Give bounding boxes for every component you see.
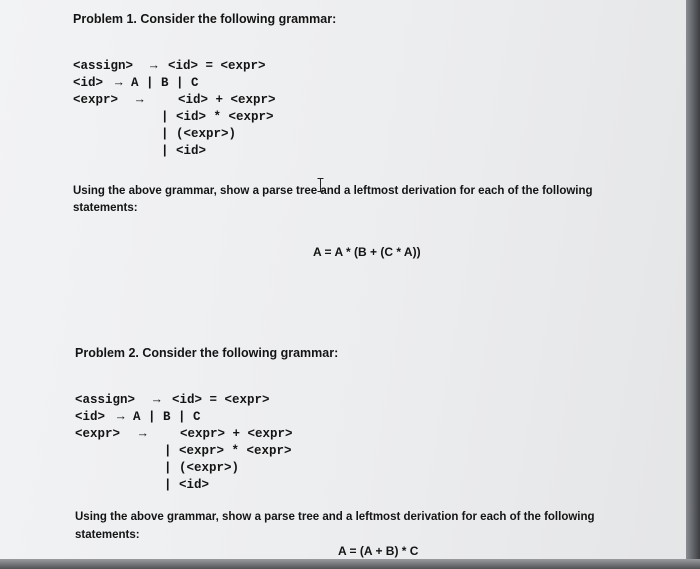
p2-assign-arrow: → xyxy=(153,393,161,407)
monitor-bezel-bottom xyxy=(0,559,700,569)
problem2-heading: Problem 2. Consider the following grammar: xyxy=(75,346,339,360)
p1-expr-arrow: → xyxy=(136,93,144,107)
p2-expr-arrow: → xyxy=(139,427,147,441)
p2-id-lhs: <id> xyxy=(75,410,106,424)
p2-expr-alt4: | <id> xyxy=(164,478,210,492)
p2-expr-lhs: <expr> xyxy=(75,427,121,441)
p2-assign-lhs: <assign> xyxy=(75,393,136,407)
p2-expr-alt1: <expr> + <expr> xyxy=(180,427,293,441)
p1-expr-alt3: | (<expr>) xyxy=(161,127,237,141)
p2-expr-alt2: | <expr> * <expr> xyxy=(164,444,292,458)
p2-expr-alt3: | (<expr>) xyxy=(164,461,240,475)
p1-instruction-line2: statements: xyxy=(73,202,138,214)
text-cursor-icon xyxy=(317,178,324,192)
monitor-bezel-right xyxy=(686,0,700,569)
p2-instruction-line2: statements: xyxy=(75,529,140,541)
p1-expr-lhs: <expr> xyxy=(73,93,119,107)
p1-id-rhs: A | B | C xyxy=(131,76,199,90)
p1-expr-alt2: | <id> * <expr> xyxy=(161,110,274,124)
p2-statement: A = (A + B) * C xyxy=(338,544,419,558)
p2-id-arrow: → xyxy=(117,410,125,424)
problem1-heading: Problem 1. Consider the following grammar: xyxy=(73,12,337,26)
p1-id-arrow: → xyxy=(115,76,123,90)
p1-assign-lhs: <assign> xyxy=(73,59,134,73)
p2-assign-rhs: <id> = <expr> xyxy=(172,393,270,407)
p1-id-lhs: <id> xyxy=(73,76,104,90)
p1-statement: A = A * (B + (C * A)) xyxy=(313,245,421,259)
p1-expr-alt1: <id> + <expr> xyxy=(178,93,276,107)
p2-instruction-line1: Using the above grammar, show a parse tree and a leftmost derivation for each of the following xyxy=(75,511,595,523)
p1-expr-alt4: | <id> xyxy=(161,144,207,158)
p1-instruction-line1: Using the above grammar, show a parse tree and a leftmost derivation for each of the following xyxy=(73,185,593,197)
p1-assign-arrow: → xyxy=(150,59,158,73)
p1-assign-rhs: <id> = <expr> xyxy=(168,59,266,73)
p2-id-rhs: A | B | C xyxy=(133,410,201,424)
